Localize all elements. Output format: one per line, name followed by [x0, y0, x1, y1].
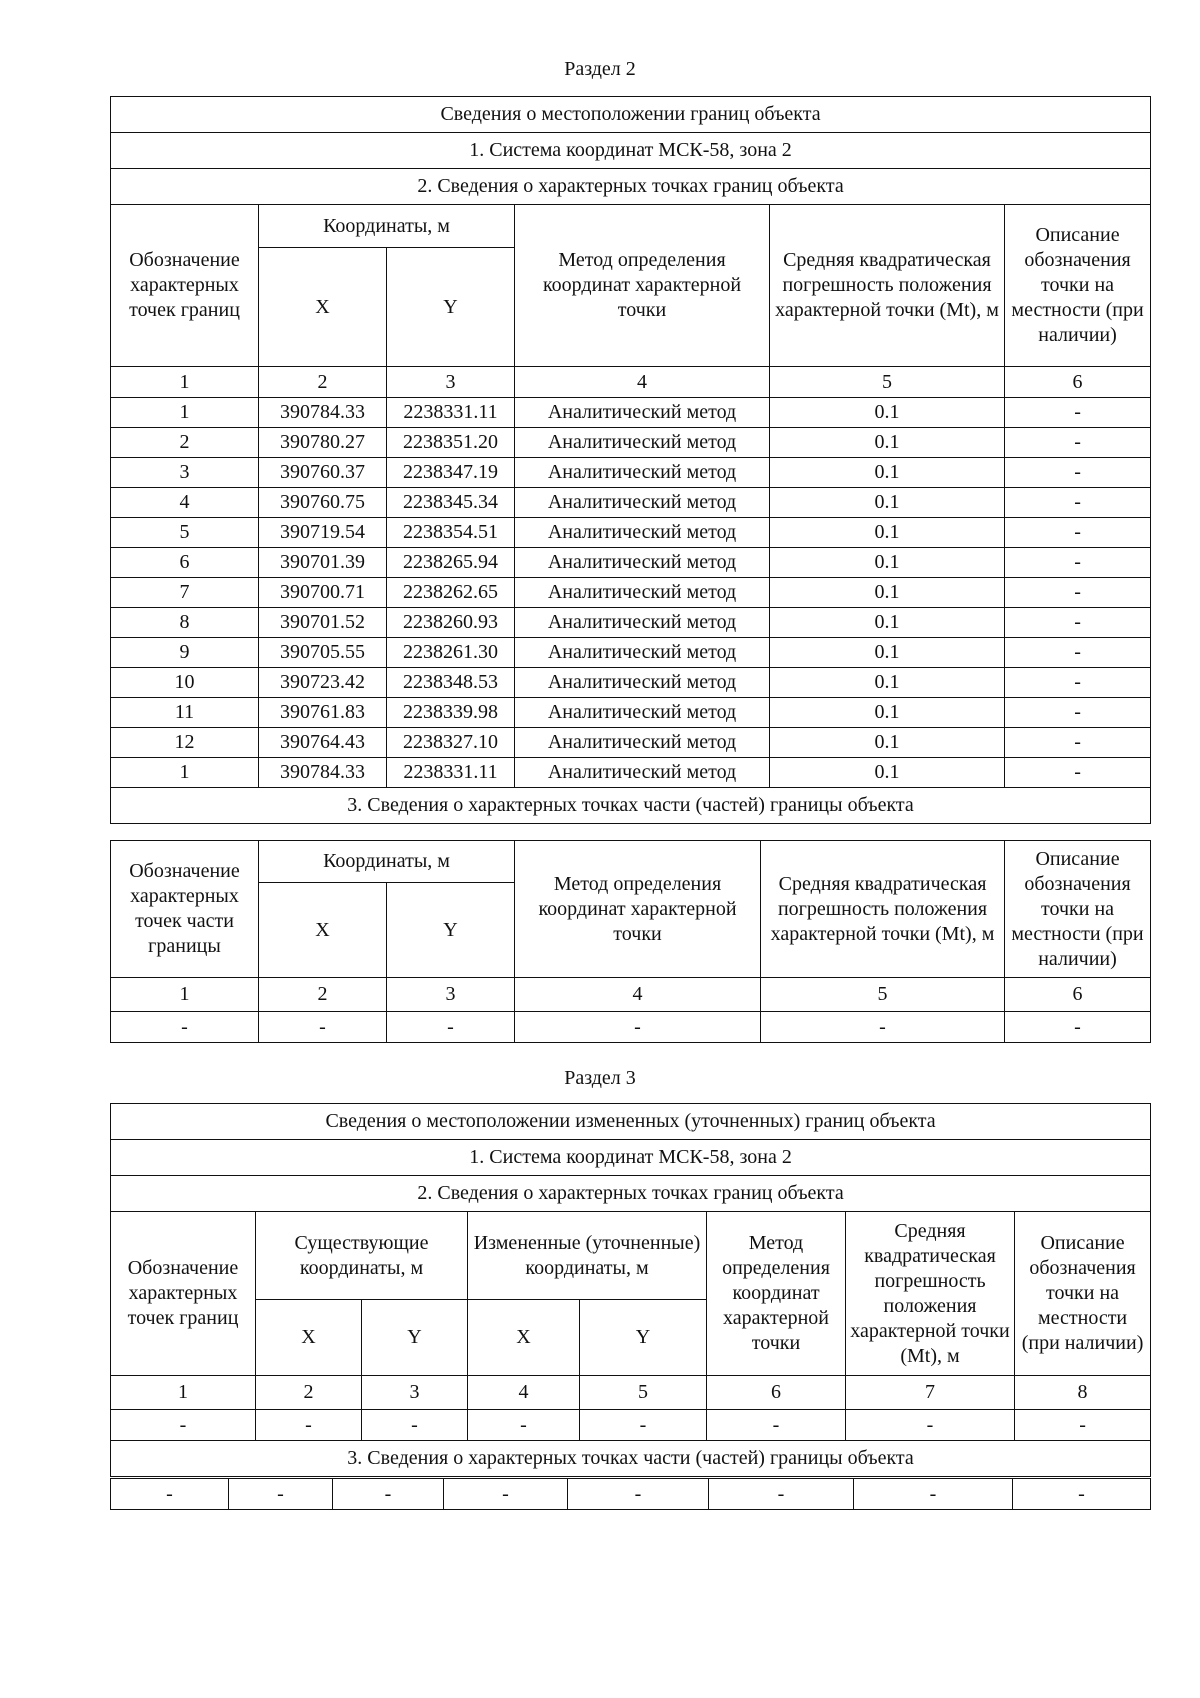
header-description: Описание обозначения точки на местности (при наличии)	[1005, 205, 1151, 367]
col-number: 1	[111, 367, 259, 398]
point-number: 5	[111, 518, 259, 548]
mean-error: 0.1	[770, 428, 1005, 458]
part3-header-description: Описание обозначения точки на местности (при наличии)	[1005, 841, 1151, 978]
coord-y: 2238339.98	[387, 698, 515, 728]
header-coordinates: Координаты, м	[259, 205, 515, 248]
empty-cell: -	[444, 1479, 568, 1510]
part3-empty-row	[111, 1012, 1151, 1043]
coord-x: 390723.42	[259, 668, 387, 698]
s3-header-point-designation: Обозначение характерных точек границ	[111, 1212, 256, 1376]
col-number: 5	[761, 978, 1005, 1012]
s3-header-changed-coordinates: Измененные (уточненные) координаты, м	[468, 1212, 707, 1300]
description: -	[1005, 728, 1151, 758]
mean-error: 0.1	[770, 728, 1005, 758]
mean-error: 0.1	[770, 458, 1005, 488]
point-number: 4	[111, 488, 259, 518]
description: -	[1005, 638, 1151, 668]
description: -	[1005, 668, 1151, 698]
mean-error: 0.1	[770, 758, 1005, 788]
coord-x: 390701.52	[259, 608, 387, 638]
table-row	[111, 698, 1151, 728]
empty-cell: -	[846, 1410, 1015, 1441]
empty-cell: -	[111, 1012, 259, 1043]
section2-part3-title: 3. Сведения о характерных точках части (частей) границы объекта	[111, 788, 1151, 824]
table-row	[111, 548, 1151, 578]
table-row	[111, 428, 1151, 458]
method: Аналитический метод	[515, 668, 770, 698]
header-x: X	[259, 248, 387, 367]
col-number: 8	[1015, 1376, 1151, 1410]
description: -	[1005, 548, 1151, 578]
coord-x: 390764.43	[259, 728, 387, 758]
header-point-designation: Обозначение характерных точек границ	[111, 205, 259, 367]
coord-x: 390701.39	[259, 548, 387, 578]
mean-error: 0.1	[770, 578, 1005, 608]
coord-y: 2238351.20	[387, 428, 515, 458]
point-number: 6	[111, 548, 259, 578]
s3-empty-row	[111, 1410, 1151, 1441]
col-number: 2	[259, 978, 387, 1012]
point-number: 1	[111, 398, 259, 428]
empty-cell: -	[333, 1479, 444, 1510]
section2-table	[110, 96, 1151, 824]
method: Аналитический метод	[515, 698, 770, 728]
mean-error: 0.1	[770, 668, 1005, 698]
coord-y: 2238354.51	[387, 518, 515, 548]
table-row	[111, 668, 1151, 698]
table-row	[111, 728, 1151, 758]
empty-cell: -	[362, 1410, 468, 1441]
coord-y: 2238261.30	[387, 638, 515, 668]
col-number: 7	[846, 1376, 1015, 1410]
col-number: 1	[111, 978, 259, 1012]
s3-column-numbers-row	[111, 1376, 1151, 1410]
table-row	[111, 488, 1151, 518]
coord-y: 2238331.11	[387, 398, 515, 428]
s3-header-existing-coordinates: Существующие координаты, м	[256, 1212, 468, 1300]
method: Аналитический метод	[515, 638, 770, 668]
mean-error: 0.1	[770, 398, 1005, 428]
col-number: 4	[468, 1376, 580, 1410]
part3-header-x: X	[259, 883, 387, 978]
section2-data-rows	[111, 398, 1151, 788]
part3-header-point-designation: Обозначение характерных точек части границы	[111, 841, 259, 978]
table-row	[111, 608, 1151, 638]
s3-header-y-existing: Y	[362, 1300, 468, 1376]
mean-error: 0.1	[770, 488, 1005, 518]
mean-error: 0.1	[770, 698, 1005, 728]
coord-x: 390760.75	[259, 488, 387, 518]
point-number: 9	[111, 638, 259, 668]
empty-cell: -	[259, 1012, 387, 1043]
part3-header-y: Y	[387, 883, 515, 978]
part3-header-mean-error: Средняя квадратическая погрешность положения характерной точки (Mt), м	[761, 841, 1005, 978]
col-number: 6	[707, 1376, 846, 1410]
section3-heading: Раздел 3	[564, 1067, 636, 1089]
s3-header-x-changed: X	[468, 1300, 580, 1376]
s3-header-description: Описание обозначения точки на местности (при наличии)	[1015, 1212, 1151, 1376]
empty-cell: -	[854, 1479, 1013, 1510]
coord-y: 2238345.34	[387, 488, 515, 518]
section2-part2-title: 2. Сведения о характерных точках границ объекта	[111, 169, 1151, 205]
col-number: 3	[362, 1376, 468, 1410]
method: Аналитический метод	[515, 548, 770, 578]
method: Аналитический метод	[515, 488, 770, 518]
table-row	[111, 758, 1151, 788]
header-mean-error: Средняя квадратическая погрешность положения характерной точки (Mt), м	[770, 205, 1005, 367]
coord-x: 390760.37	[259, 458, 387, 488]
empty-cell: -	[468, 1410, 580, 1441]
coord-y: 2238260.93	[387, 608, 515, 638]
coord-y: 2238327.10	[387, 728, 515, 758]
point-number: 8	[111, 608, 259, 638]
empty-cell: -	[111, 1410, 256, 1441]
col-number: 5	[580, 1376, 707, 1410]
coord-y: 2238265.94	[387, 548, 515, 578]
method: Аналитический метод	[515, 608, 770, 638]
table-row	[111, 398, 1151, 428]
col-number: 4	[515, 367, 770, 398]
description: -	[1005, 488, 1151, 518]
section3-table	[110, 1103, 1151, 1477]
method: Аналитический метод	[515, 518, 770, 548]
empty-cell: -	[580, 1410, 707, 1441]
s3-header-y-changed: Y	[580, 1300, 707, 1376]
coord-x: 390761.83	[259, 698, 387, 728]
empty-cell: -	[111, 1479, 229, 1510]
part3-header-coordinates: Координаты, м	[259, 841, 515, 883]
coord-y: 2238347.19	[387, 458, 515, 488]
s3-header-x-existing: X	[256, 1300, 362, 1376]
point-number: 10	[111, 668, 259, 698]
coord-y: 2238331.11	[387, 758, 515, 788]
mean-error: 0.1	[770, 518, 1005, 548]
coord-y: 2238348.53	[387, 668, 515, 698]
empty-cell: -	[1013, 1479, 1151, 1510]
coord-x: 390705.55	[259, 638, 387, 668]
mean-error: 0.1	[770, 548, 1005, 578]
section3-part3-table	[110, 1478, 1151, 1510]
col-number: 6	[1005, 978, 1151, 1012]
col-number: 3	[387, 978, 515, 1012]
section3-coord-system: 1. Система координат МСК-58, зона 2	[111, 1140, 1151, 1176]
description: -	[1005, 428, 1151, 458]
empty-cell: -	[387, 1012, 515, 1043]
coord-x: 390780.27	[259, 428, 387, 458]
col-number: 3	[387, 367, 515, 398]
method: Аналитический метод	[515, 458, 770, 488]
section3-part2-title: 2. Сведения о характерных точках границ объекта	[111, 1176, 1151, 1212]
method: Аналитический метод	[515, 758, 770, 788]
coord-x: 390784.33	[259, 758, 387, 788]
point-number: 2	[111, 428, 259, 458]
empty-cell: -	[568, 1479, 709, 1510]
empty-cell: -	[229, 1479, 333, 1510]
section3-title: Сведения о местоположении измененных (уточненных) границ объекта	[111, 1104, 1151, 1140]
description: -	[1005, 398, 1151, 428]
description: -	[1005, 608, 1151, 638]
table-row	[111, 638, 1151, 668]
coord-x: 390784.33	[259, 398, 387, 428]
s3-header-mean-error: Средняя квадратическая погрешность положения характерной точки (Mt), м	[846, 1212, 1015, 1376]
empty-cell: -	[256, 1410, 362, 1441]
point-number: 1	[111, 758, 259, 788]
part3-header-method: Метод определения координат характерной точки	[515, 841, 761, 978]
description: -	[1005, 458, 1151, 488]
empty-cell: -	[761, 1012, 1005, 1043]
col-number: 5	[770, 367, 1005, 398]
description: -	[1005, 758, 1151, 788]
method: Аналитический метод	[515, 398, 770, 428]
mean-error: 0.1	[770, 608, 1005, 638]
section3-part3-title: 3. Сведения о характерных точках части (частей) границы объекта	[111, 1441, 1151, 1477]
description: -	[1005, 698, 1151, 728]
empty-cell: -	[1005, 1012, 1151, 1043]
point-number: 11	[111, 698, 259, 728]
col-number: 2	[256, 1376, 362, 1410]
point-number: 7	[111, 578, 259, 608]
description: -	[1005, 578, 1151, 608]
description: -	[1005, 518, 1151, 548]
section2-heading: Раздел 2	[564, 58, 636, 80]
empty-cell: -	[1015, 1410, 1151, 1441]
header-y: Y	[387, 248, 515, 367]
col-number: 6	[1005, 367, 1151, 398]
col-number: 4	[515, 978, 761, 1012]
point-number: 3	[111, 458, 259, 488]
table-row	[111, 458, 1151, 488]
mean-error: 0.1	[770, 638, 1005, 668]
col-number: 1	[111, 1376, 256, 1410]
section2-coord-system: 1. Система координат МСК-58, зона 2	[111, 133, 1151, 169]
empty-cell: -	[709, 1479, 854, 1510]
table-row	[111, 578, 1151, 608]
table-row	[111, 518, 1151, 548]
coord-x: 390719.54	[259, 518, 387, 548]
coord-x: 390700.71	[259, 578, 387, 608]
method: Аналитический метод	[515, 728, 770, 758]
coord-y: 2238262.65	[387, 578, 515, 608]
method: Аналитический метод	[515, 578, 770, 608]
column-numbers-row	[111, 367, 1151, 398]
empty-cell: -	[515, 1012, 761, 1043]
section2-part3-table	[110, 840, 1151, 1043]
s3-header-method: Метод определения координат характерной точки	[707, 1212, 846, 1376]
point-number: 12	[111, 728, 259, 758]
header-method: Метод определения координат характерной точки	[515, 205, 770, 367]
section2-title: Сведения о местоположении границ объекта	[111, 97, 1151, 133]
part3-column-numbers-row	[111, 978, 1151, 1012]
empty-cell: -	[707, 1410, 846, 1441]
method: Аналитический метод	[515, 428, 770, 458]
col-number: 2	[259, 367, 387, 398]
s3-part3-empty-row	[111, 1479, 1151, 1510]
